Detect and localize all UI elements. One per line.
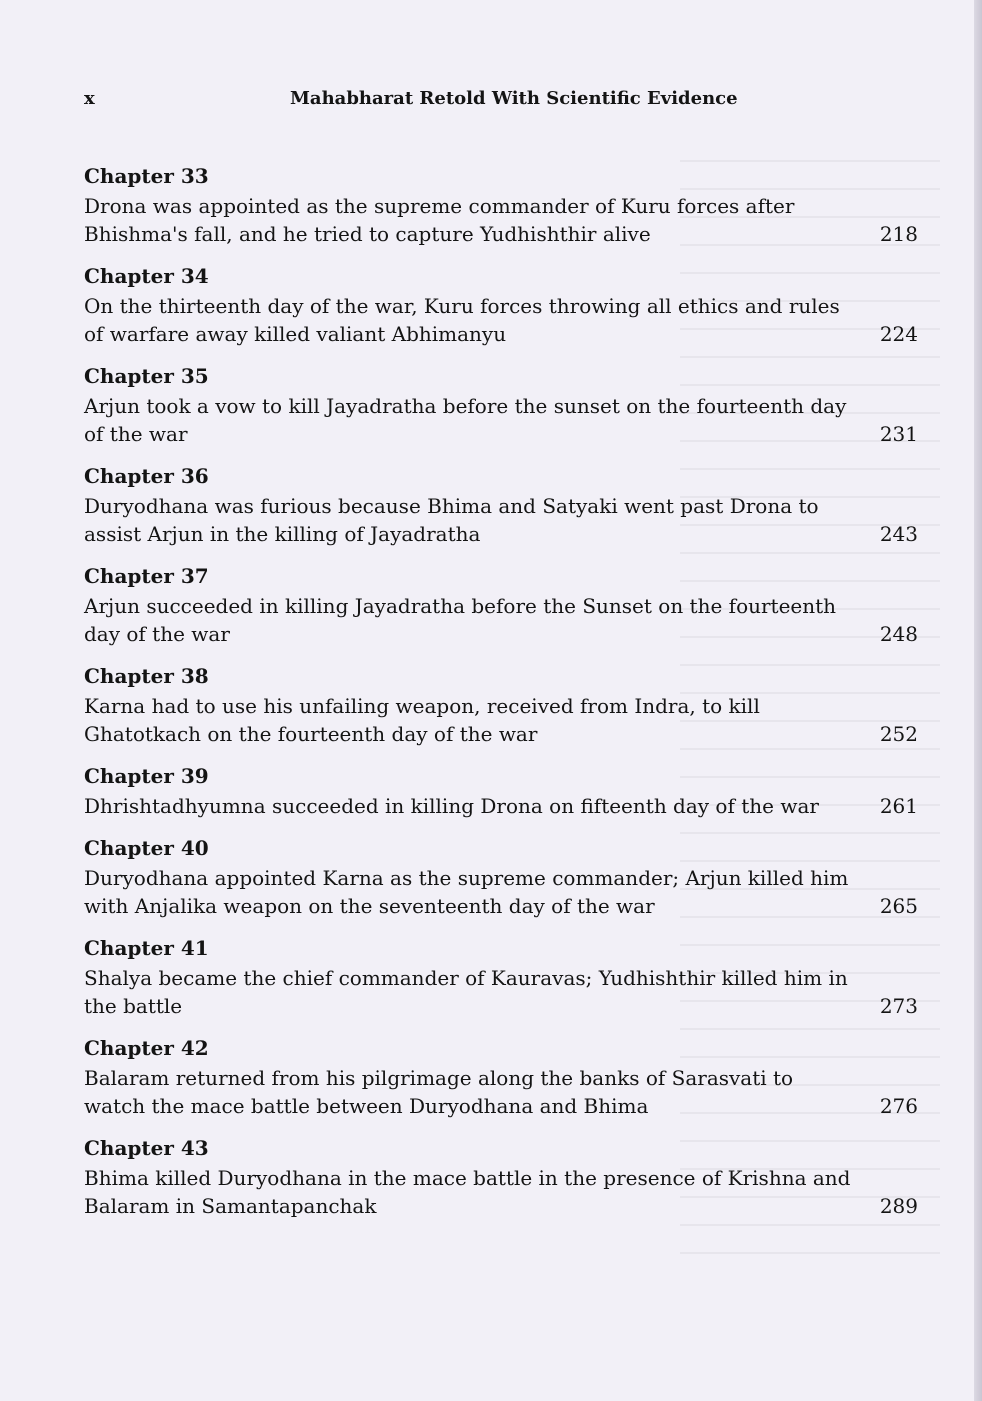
- chapter-label: Chapter 40: [84, 836, 209, 860]
- toc-entry-35: [84, 360, 918, 448]
- page-number: x: [84, 88, 95, 109]
- page-header: [84, 88, 738, 118]
- chapter-label: Chapter 41: [84, 936, 209, 960]
- chapter-description: Shalya became the chief commander of Kauravas; Yudhishthir killed him in the battle: [84, 966, 848, 1018]
- page-ref: 218: [879, 222, 918, 246]
- toc-entry-34: [84, 260, 918, 348]
- toc-entry-39: [84, 760, 918, 820]
- page-ref: 252: [879, 722, 918, 746]
- page-ref: 243: [879, 522, 918, 546]
- chapter-label: Chapter 43: [84, 1136, 209, 1160]
- chapter-description: On the thirteenth day of the war, Kuru forces throwing all ethics and rules of warfare away killed valiant Abhimanyu: [84, 294, 840, 346]
- chapter-label: Chapter 39: [84, 764, 209, 788]
- page-ref: 231: [879, 422, 918, 446]
- chapter-description: Arjun took a vow to kill Jayadratha before the sunset on the fourteenth day of the war: [84, 394, 847, 446]
- chapter-label: Chapter 42: [84, 1036, 209, 1060]
- chapter-description: Duryodhana appointed Karna as the supreme commander; Arjun killed him with Anjalika weapon on the seventeenth day of the war: [84, 866, 849, 918]
- page-ref: 248: [879, 622, 918, 646]
- page-ref: 289: [879, 1194, 918, 1218]
- chapter-description: Duryodhana was furious because Bhima and Satyaki went past Drona to assist Arjun in the killing of Jayadratha: [84, 494, 819, 546]
- chapter-description: Karna had to use his unfailing weapon, received from Indra, to kill Ghatotkach on the fourteenth day of the war: [84, 694, 760, 746]
- toc-entry-33: [84, 160, 918, 248]
- running-title: Mahabharat Retold With Scientific Evidence: [290, 88, 738, 109]
- toc-entry-40: [84, 832, 918, 920]
- chapter-label: Chapter 33: [84, 164, 209, 188]
- toc-entry-43: [84, 1132, 918, 1220]
- page-ref: 273: [879, 994, 918, 1018]
- toc-entry-41: [84, 932, 918, 1020]
- page-ref: 265: [879, 894, 918, 918]
- chapter-description: Drona was appointed as the supreme commander of Kuru forces after Bhishma's fall, and he tried to capture Yudhishthir alive: [84, 194, 795, 246]
- chapter-label: Chapter 34: [84, 264, 209, 288]
- table-of-contents: [84, 160, 918, 1232]
- chapter-description: Arjun succeeded in killing Jayadratha before the Sunset on the fourteenth day of the war: [84, 594, 837, 646]
- chapter-label: Chapter 37: [84, 564, 209, 588]
- page-ref: 261: [879, 794, 918, 818]
- toc-entry-42: [84, 1032, 918, 1120]
- toc-entry-36: [84, 460, 918, 548]
- page-ref: 224: [879, 322, 918, 346]
- toc-entry-37: [84, 560, 918, 648]
- chapter-label: Chapter 35: [84, 364, 209, 388]
- chapter-description: Bhima killed Duryodhana in the mace battle in the presence of Krishna and Balaram in Samantapanchak: [84, 1166, 851, 1218]
- toc-entry-38: [84, 660, 918, 748]
- chapter-description: Dhrishtadhyumna succeeded in killing Drona on fifteenth day of the war: [84, 794, 819, 818]
- chapter-label: Chapter 36: [84, 464, 209, 488]
- page-edge: [974, 0, 982, 1401]
- chapter-description: Balaram returned from his pilgrimage along the banks of Sarasvati to watch the mace battle between Duryodhana and Bhima: [84, 1066, 794, 1118]
- page-ref: 276: [879, 1094, 918, 1118]
- chapter-label: Chapter 38: [84, 664, 209, 688]
